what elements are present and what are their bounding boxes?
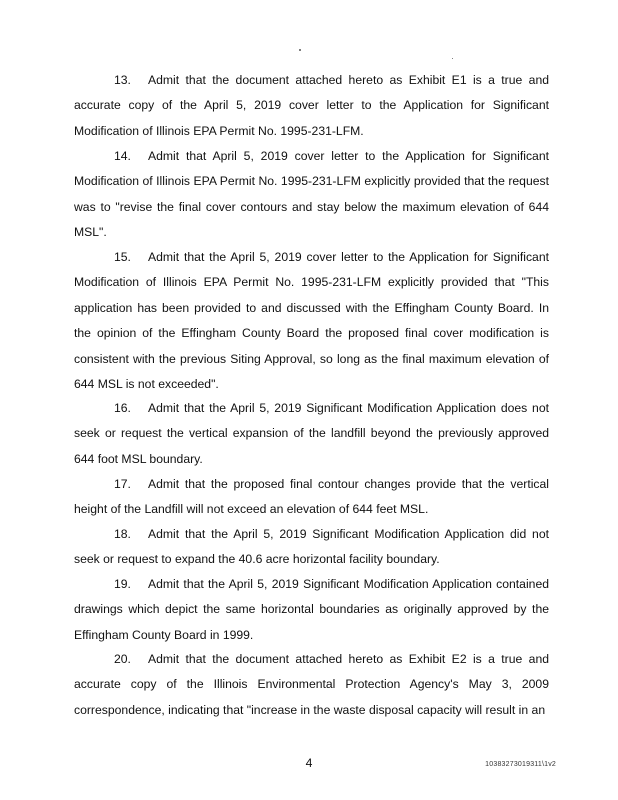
paragraph-20 <box>74 647 549 723</box>
paragraph-text: Admit that the document attached hereto as Exhibit E2 is a true and accurate copy of the Illinois Environmental Protection Agency's May 3, 2009 correspondence, indicating that "increase in the waste disposal capacity will result in an <box>74 652 549 717</box>
paragraph-number: 18. <box>114 527 131 541</box>
paragraph-13 <box>74 68 549 144</box>
paragraph-number: 19. <box>114 577 131 591</box>
page-number: 4 <box>305 756 313 770</box>
paragraph-number: 17. <box>114 477 131 491</box>
paragraph-number: 13. <box>114 73 131 87</box>
paragraph-number: 15. <box>114 250 131 264</box>
paragraph-16 <box>74 396 549 472</box>
paragraph-text: Admit that the April 5, 2019 cover letter to the Application for Significant Modification of Illinois EPA Permit No. 1995-231-LFM explicitly provided that "This application has been provided to and discussed with the Effingham County Board. In the opinion of the Effingham County Board the proposed final cover modification is consistent with the previous Siting Approval, so long as the final maximum elevation of 644 MSL is not exceeded". <box>74 250 549 392</box>
paragraph-15 <box>74 245 549 397</box>
paragraph-number: 16. <box>114 401 131 415</box>
paragraph-text: Admit that the April 5, 2019 Significant Modification Application did not seek or request to expand the 40.6 acre horizontal facility boundary. <box>74 527 549 567</box>
paragraph-text: Admit that the April 5, 2019 Significant Modification Application does not seek or request the vertical expansion of the landfill beyond the previously approved 644 foot MSL boundary. <box>74 401 549 466</box>
paragraph-text: Admit that the proposed final contour changes provide that the vertical height of the Landfill will not exceed an elevation of 644 feet MSL. <box>74 477 549 517</box>
paragraph-text: Admit that April 5, 2019 cover letter to the Application for Significant Modification of Illinois EPA Permit No. 1995-231-LFM explicitly provided that the request was to "revise the final cover contours and stay below the maximum elevation of 644 MSL". <box>74 149 549 240</box>
paragraph-number: 14. <box>114 149 131 163</box>
paragraph-text: Admit that the April 5, 2019 Significant Modification Application contained drawings which depict the same horizontal boundaries as originally approved by the Effingham County Board in 1999. <box>74 577 549 642</box>
document-id: 10383273019311\1v2 <box>485 761 556 768</box>
paragraph-17 <box>74 472 549 523</box>
paragraph-number: 20. <box>114 652 131 666</box>
paragraph-14 <box>74 144 549 246</box>
paragraph-text: Admit that the document attached hereto as Exhibit E1 is a true and accurate copy of the April 5, 2019 cover letter to the Application for Significant Modification of Illinois EPA Permit No. 1995-231-LFM. <box>74 73 549 138</box>
scan-speck <box>299 49 301 51</box>
paragraph-19 <box>74 572 549 648</box>
scan-speck <box>452 58 453 59</box>
paragraph-18 <box>74 522 549 573</box>
